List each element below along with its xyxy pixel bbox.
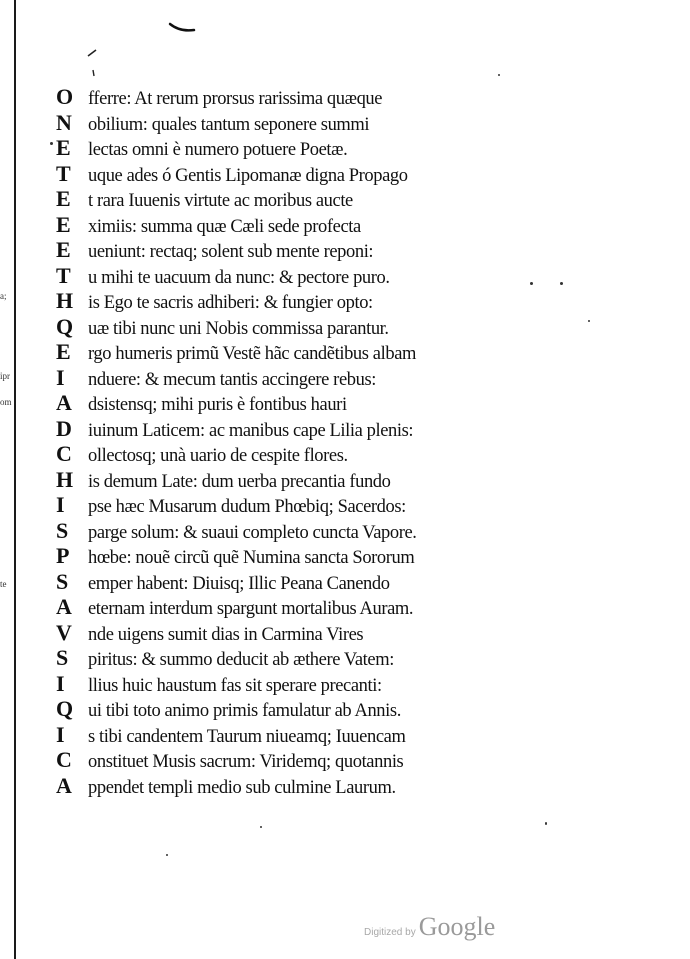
- line-text: u mihi te uacuum da nunc: & pectore puro.: [88, 267, 390, 288]
- poem-line: [56, 390, 526, 416]
- ink-speck: [560, 282, 563, 285]
- poem-line: [56, 314, 526, 340]
- ink-tick-mark: [84, 44, 100, 80]
- acrostic-initial: N: [56, 109, 72, 135]
- poem-line: [56, 518, 526, 544]
- poem-line: [56, 416, 526, 442]
- acrostic-initial: E: [56, 211, 71, 237]
- acrostic-initial: T: [56, 160, 71, 186]
- line-text: ui tibi toto animo primis famulatur ab Annis.: [88, 701, 401, 721]
- line-text: t rara Iuuenis virtute ac moribus aucte: [88, 191, 353, 211]
- poem-line: [56, 288, 526, 314]
- acrostic-initial: I: [56, 364, 65, 390]
- line-text: eternam interdum spargunt mortalibus Auram.: [88, 599, 414, 619]
- acrostic-initial: H: [56, 288, 74, 313]
- poem-line: [56, 671, 526, 697]
- acrostic-initial: T: [56, 262, 71, 288]
- ink-speck: [166, 854, 168, 856]
- poem-line: [56, 441, 526, 467]
- ink-speck: [498, 74, 500, 76]
- line-text: ollectosq; unà uario de cespite flores.: [88, 446, 348, 466]
- poem-line: [56, 161, 526, 187]
- acrostic-initial: E: [56, 237, 71, 262]
- line-text: emper habent: Diuisq; Illic Peana Canendo: [88, 573, 390, 594]
- acrostic-initial: S: [56, 568, 69, 594]
- poem-line: [56, 492, 526, 518]
- acrostic-initial: E: [56, 135, 71, 160]
- acrostic-initial: I: [56, 721, 65, 747]
- google-logo-text: Google: [418, 912, 496, 941]
- line-text: nduere: & mecum tantis accingere rebus:: [88, 369, 376, 390]
- acrostic-initial: S: [56, 645, 69, 670]
- poem-line: [56, 747, 526, 773]
- acrostic-initial: V: [56, 619, 72, 645]
- poem-line: [56, 696, 526, 722]
- acrostic-initial: Q: [56, 696, 74, 721]
- ink-flourish-mark: [168, 18, 198, 38]
- acrostic-initial: A: [56, 594, 72, 619]
- poem-line: [56, 186, 526, 212]
- line-text: rgo humeris primũ Vestẽ hãc candẽtibus albam: [88, 344, 416, 364]
- ink-speck: [588, 320, 590, 322]
- poem-line: [56, 620, 526, 646]
- poem-line: [56, 263, 526, 289]
- acrostic-initial: I: [56, 670, 65, 696]
- acrostic-poem: [56, 84, 526, 798]
- margin-bleed-text: om: [0, 397, 12, 407]
- line-text: ximiis: summa quæ Cæli sede profecta: [88, 216, 361, 237]
- acrostic-initial: D: [56, 415, 72, 441]
- acrostic-initial: Q: [56, 313, 74, 339]
- poem-line: [56, 365, 526, 391]
- poem-line: [56, 339, 526, 365]
- acrostic-initial: P: [56, 543, 70, 568]
- ink-speck: [260, 826, 262, 828]
- line-text: uque ades ó Gentis Lipomanæ digna Propago: [88, 165, 408, 186]
- line-text: ueniunt: rectaq; solent sub mente reponi:: [88, 242, 374, 262]
- ink-speck: [530, 282, 533, 285]
- line-text: piritus: & summo deducit ab æthere Vatem:: [88, 650, 394, 670]
- acrostic-initial: A: [56, 390, 72, 415]
- acrostic-initial: E: [56, 339, 71, 364]
- poem-line: [56, 237, 526, 263]
- line-text: dsistensq; mihi puris è fontibus hauri: [88, 395, 347, 415]
- line-text: parge solum: & suaui completo cuncta Vapore.: [88, 522, 417, 543]
- line-text: ppendet templi medio sub culmine Laurum.: [88, 777, 396, 798]
- line-text: llius huic haustum fas sit sperare precanti:: [88, 675, 382, 696]
- line-text: s tibi candentem Taurum niueamq; Iuuencam: [88, 726, 406, 747]
- poem-line: [56, 773, 526, 799]
- line-text: uæ tibi nunc uni Nobis commissa parantur.: [88, 318, 389, 339]
- margin-bleed-text: a;: [0, 291, 7, 301]
- poem-line: [56, 110, 526, 136]
- line-text: pse hæc Musarum dudum Phœbiq; Sacerdos:: [88, 497, 406, 517]
- line-text: is Ego te sacris adhiberi: & fungier opto:: [88, 293, 373, 313]
- poem-line: [56, 212, 526, 238]
- watermark-small-text: Digitized by: [364, 927, 416, 938]
- line-text: obilium: quales tantum seponere summi: [88, 114, 370, 135]
- line-text: iuinum Laticem: ac manibus cape Lilia plenis:: [88, 420, 414, 441]
- acrostic-initial: C: [56, 441, 72, 466]
- acrostic-initial: E: [56, 186, 71, 211]
- margin-bleed-text: te: [0, 579, 7, 589]
- poem-line: [56, 543, 526, 569]
- line-text: lectas omni è numero potuere Poetæ.: [88, 140, 348, 160]
- poem-line: [56, 645, 526, 671]
- margin-bleed-text: ipr: [0, 371, 10, 381]
- line-text: onstituet Musis sacrum: Viridemq; quotannis: [88, 752, 404, 772]
- left-margin-rule: [14, 0, 16, 959]
- poem-line: [56, 722, 526, 748]
- poem-line: [56, 84, 526, 110]
- poem-line: [56, 569, 526, 595]
- ink-speck: [545, 822, 547, 825]
- line-text: hœbe: nouẽ circũ quẽ Numina sancta Sororum: [88, 548, 415, 568]
- line-text: nde uigens sumit dias in Carmina Vires: [88, 624, 364, 645]
- acrostic-initial: O: [56, 84, 74, 109]
- acrostic-initial: I: [56, 492, 65, 517]
- poem-line: [56, 467, 526, 493]
- acrostic-initial: H: [56, 466, 74, 492]
- acrostic-initial: S: [56, 517, 69, 543]
- line-text: is demum Late: dum uerba precantia fundo: [88, 471, 391, 492]
- ink-speck: [50, 142, 53, 145]
- line-text: fferre: At rerum prorsus rarissima quæque: [88, 89, 383, 109]
- poem-line: [56, 135, 526, 161]
- acrostic-initial: A: [56, 772, 72, 798]
- digitized-by-watermark: [364, 912, 495, 942]
- poem-line: [56, 594, 526, 620]
- acrostic-initial: C: [56, 747, 72, 772]
